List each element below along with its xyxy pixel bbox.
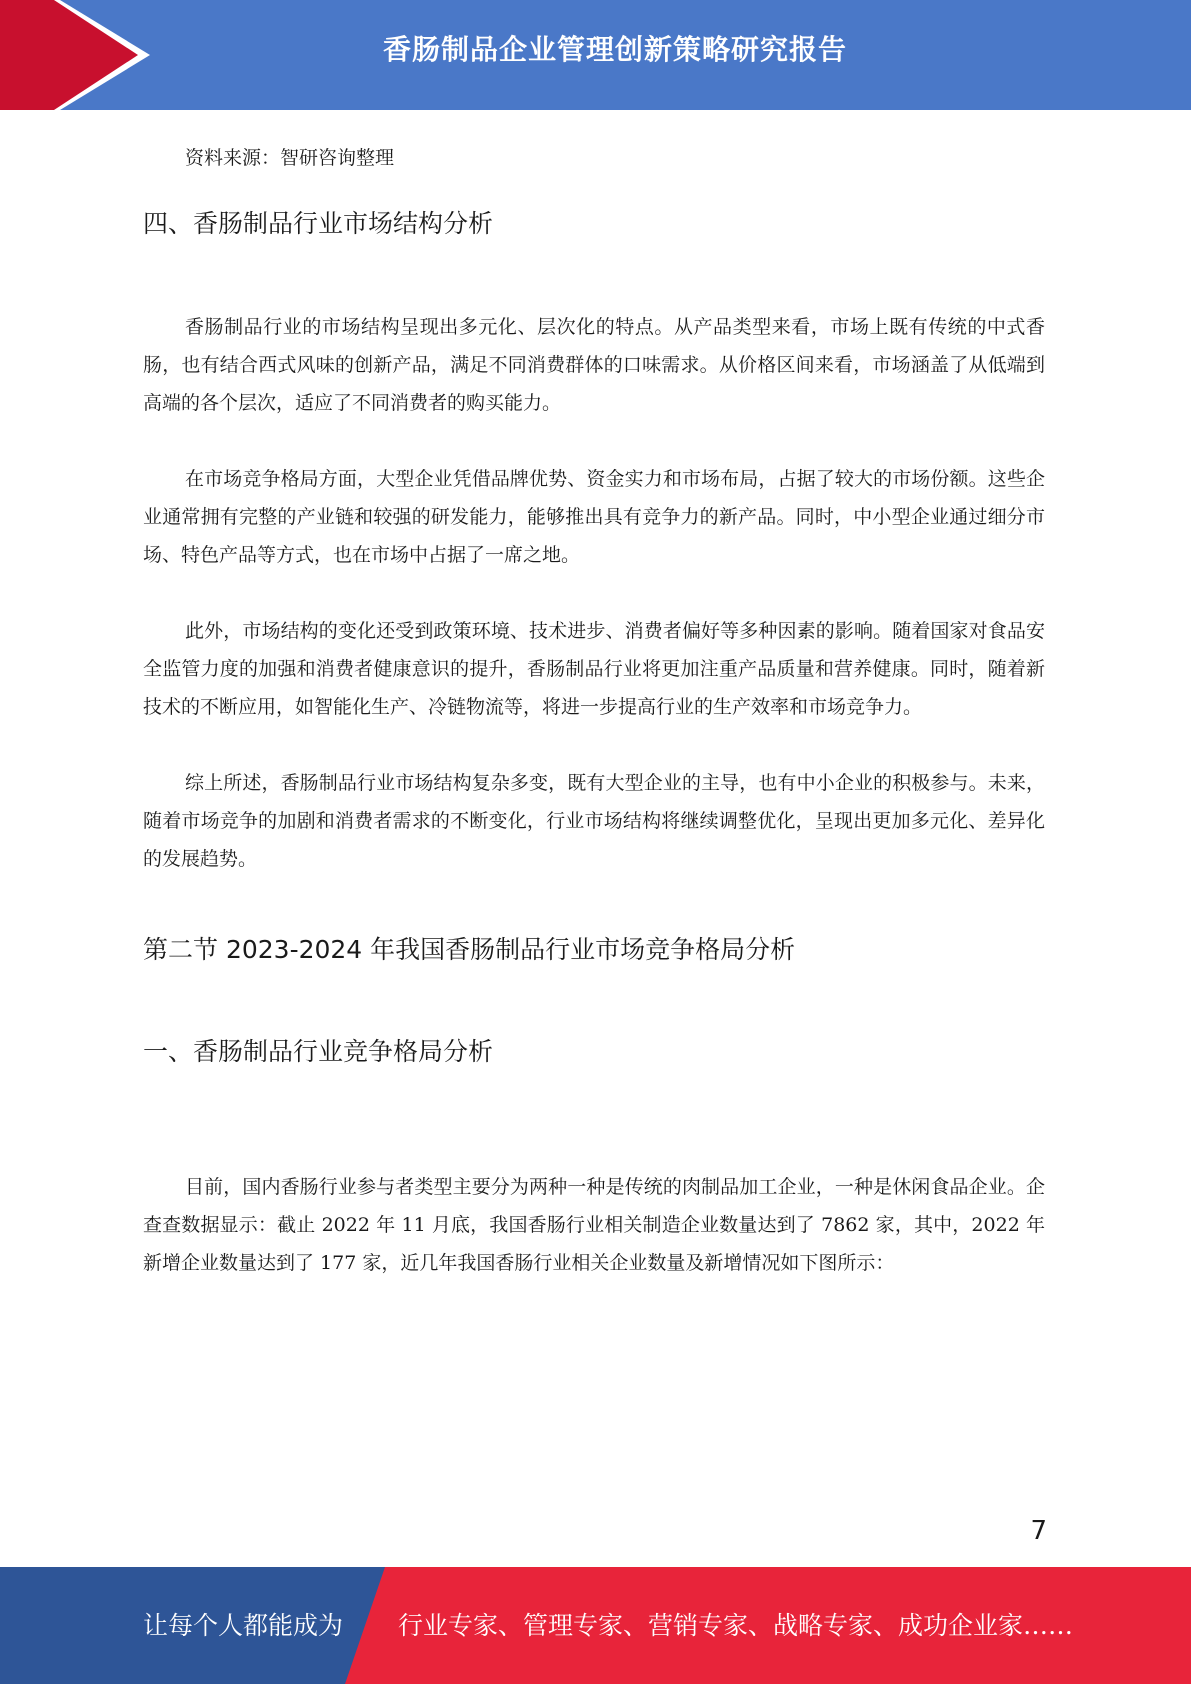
paragraph: 目前，国内香肠行业参与者类型主要分为两种一种是传统的肉制品加工企业，一种是休闲食品企业。企查查数据显示：截止 2022 年 11 月底，我国香肠行业相关制造企业数量达到了 7862 家，其中，2022 年新增企业数量达到了 177 家，近几年我国香肠行业相关企业数量及新增情况如下图所示： <box>143 1176 1045 1274</box>
header-arrow-decoration <box>0 0 160 110</box>
document-body <box>143 130 1045 1282</box>
paragraph: 在市场竞争格局方面，大型企业凭借品牌优势、资金实力和市场布局，占据了较大的市场份额。这些企业通常拥有完整的产业链和较强的研发能力，能够推出具有竞争力的新产品。同时，中小型企业通过细分市场、特色产品等方式，也在市场中占据了一席之地。 <box>143 468 1045 566</box>
paragraph: 香肠制品行业的市场结构呈现出多元化、层次化的特点。从产品类型来看，市场上既有传统的中式香肠，也有结合西式风味的创新产品，满足不同消费群体的口味需求。从价格区间来看，市场涵盖了从低端到高端的各个层次，适应了不同消费者的购买能力。 <box>143 316 1045 414</box>
footer-slogan-left: 让每个人都能成为 <box>143 1611 344 1640</box>
chapter-section-heading: 第二节 2023-2024 年我国香肠制品行业市场竞争格局分析 <box>143 935 796 964</box>
source-note: 资料来源：智研咨询整理 <box>185 147 395 169</box>
footer-slogan-right: 行业专家、管理专家、营销专家、战略专家、成功企业家…… <box>398 1611 1074 1640</box>
page-header <box>0 0 1191 110</box>
page-footer <box>0 1567 1191 1684</box>
paragraph: 此外，市场结构的变化还受到政策环境、技术进步、消费者偏好等多种因素的影响。随着国家对食品安全监管力度的加强和消费者健康意识的提升，香肠制品行业将更加注重产品质量和营养健康。同时，随着新技术的不断应用，如智能化生产、冷链物流等，将进一步提高行业的生产效率和市场竞争力。 <box>143 620 1045 718</box>
section-heading-competition: 一、香肠制品行业竞争格局分析 <box>143 1037 494 1066</box>
header-title: 香肠制品企业管理创新策略研究报告 <box>382 33 847 66</box>
page-number: 7 <box>1030 1516 1047 1546</box>
paragraph: 综上所述，香肠制品行业市场结构复杂多变，既有大型企业的主导，也有中小企业的积极参与。未来，随着市场竞争的加剧和消费者需求的不断变化，行业市场结构将继续调整优化，呈现出更加多元化、差异化的发展趋势。 <box>143 772 1045 870</box>
section-heading-market-structure: 四、香肠制品行业市场结构分析 <box>143 209 494 238</box>
